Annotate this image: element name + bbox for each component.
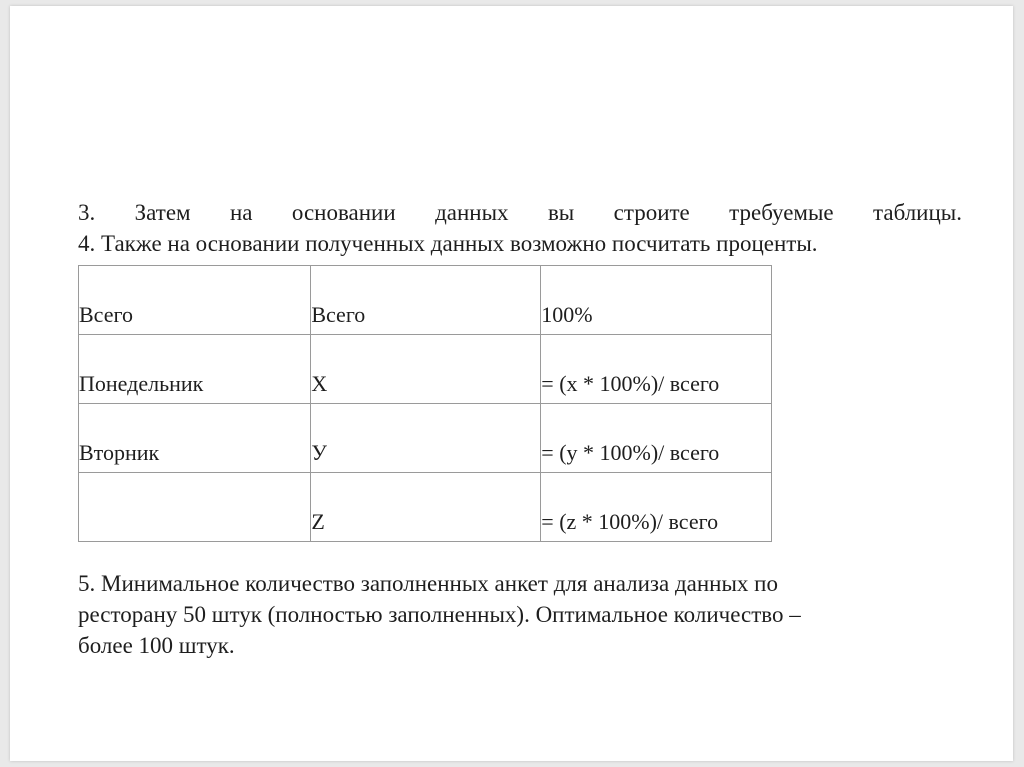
table-row [79, 335, 772, 404]
slide-content [78, 197, 962, 661]
step-3-text: 3. Затем на основании данных вы строите требуемые таблицы. [78, 200, 962, 225]
table-cell: Всего [311, 266, 541, 335]
table-cell [79, 473, 311, 542]
table-cell: = (у * 100%)/ всего [541, 404, 772, 473]
table-cell: Вторник [79, 404, 311, 473]
table-row [79, 473, 772, 542]
table-cell: = (х * 100%)/ всего [541, 335, 772, 404]
percent-table [78, 265, 772, 542]
table-cell: Всего [79, 266, 311, 335]
table-cell: Z [311, 473, 541, 542]
step-4-text: 4. Также на основании полученных данных возможно посчитать проценты. [78, 231, 818, 256]
step-5-paragraph [78, 568, 962, 661]
step-5-line: более 100 штук. [78, 633, 235, 658]
table-cell: У [311, 404, 541, 473]
table-row [79, 266, 772, 335]
step-5-line: 5. Минимальное количество заполненных анкет для анализа данных по [78, 571, 778, 596]
table-cell: Понедельник [79, 335, 311, 404]
slide [10, 6, 1013, 761]
table-cell: 100% [541, 266, 772, 335]
table-row [79, 404, 772, 473]
table-cell: Х [311, 335, 541, 404]
step-5-line: ресторану 50 штук (полностью заполненных). Оптимальное количество – [78, 602, 801, 627]
table-cell: = (z * 100%)/ всего [541, 473, 772, 542]
